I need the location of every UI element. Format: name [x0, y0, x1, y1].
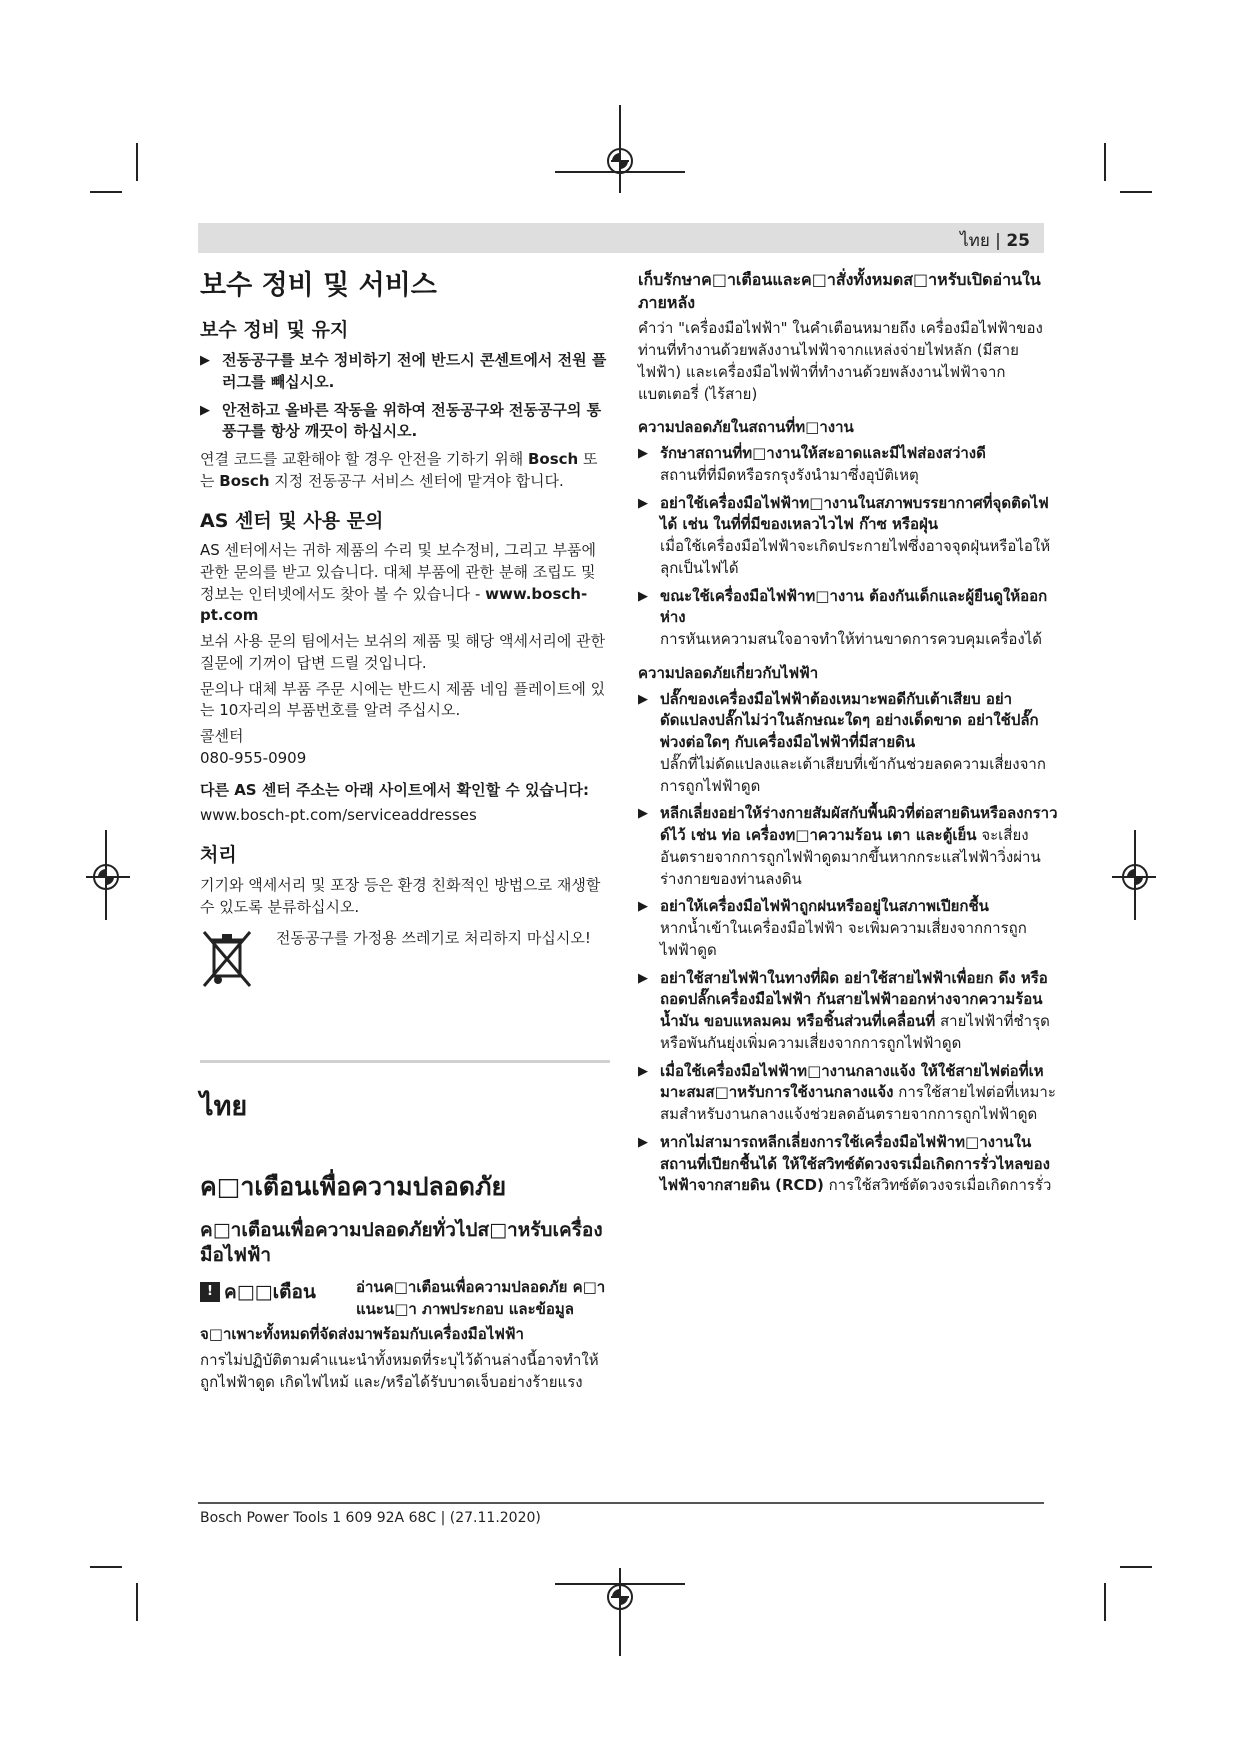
bullet-triangle-icon: ▶	[638, 1063, 648, 1079]
crop-mark	[619, 1568, 621, 1656]
bullet-triangle-icon: ▶	[638, 899, 648, 915]
bullet-item: ▶ หากไม่สามารถหลีกเลี่ยงการใช้เครื่องมือไฟฟ้าท□างานในสถานที่เปียกชื้นได้ ให้ใช้สวิทซ์ตัดวงจรเมื่อเกิดการรั่วไหลของไฟฟ้าจากสายดิน (RCD) การใช้สวิทซ์ตัดวงจรเมื่อเกิดการรั่ว	[638, 1132, 1058, 1197]
service-addresses-link[interactable]: www.bosch-pt.com/serviceaddresses	[200, 806, 477, 825]
registration-mark-icon	[93, 864, 119, 890]
left-column	[200, 268, 610, 1398]
divider	[200, 1060, 610, 1063]
bullet-triangle-icon: ▶	[638, 806, 648, 822]
crossed-bin-icon	[200, 928, 254, 990]
page-footer: Bosch Power Tools 1 609 92A 68C | (27.11.2020)	[200, 1510, 541, 1526]
warning-row	[200, 1277, 610, 1325]
electrical-safety-heading: ความปลอดภัยเกี่ยวกับไฟฟ้า	[638, 663, 819, 682]
bullet-triangle-icon: ▶	[638, 691, 648, 707]
footer-divider	[198, 1502, 1044, 1504]
crop-mark	[1120, 191, 1152, 193]
paragraph: 보쉬 사용 문의 팀에서는 보쉬의 제품 및 해당 액세서리에 관한 질문에 기꺼이 답변 드릴 것입니다.	[200, 632, 606, 672]
bullet-triangle-icon: ▶	[200, 402, 210, 418]
language-title: ไทย	[200, 1091, 248, 1123]
paragraph: AS 센터에서는 귀하 제품의 수리 및 보수정비, 그리고 부품에 관한 문의를 받고 있습니다. 대체 부품에 관한 분해 조립도 및 정보는 인터넷에서도 찾아 볼 수 있습니다 - www.bosch-pt.com	[200, 541, 596, 625]
warning-text: อ่านค□าเตือนเพื่อความปลอดภัย ค□าแนะน□า ภาพประกอบ และข้อมูล	[356, 1277, 606, 1318]
page-header-text: ไทย | 25	[960, 231, 1030, 251]
paragraph: คำว่า "เครื่องมือไฟฟ้า" ในคำเตือนหมายถึง เครื่องมือไฟฟ้าของท่านที่ทำงานด้วยพลังงานไฟฟ้าจากแหล่งจ่ายไฟหลัก (มีสายไฟฟ้า) และเครื่องมือไฟฟ้าที่ทำงานด้วยพลังงานไฟฟ้าจากแบตเตอรี่ (ไร้สาย)	[638, 319, 1043, 403]
crop-mark	[136, 143, 138, 181]
warning-label: ! ค□□เตือน	[200, 1277, 340, 1307]
bullet-item: ▶ เมื่อใช้เครื่องมือไฟฟ้าท□างานกลางแจ้ง ให้ใช้สายไฟต่อที่เหมาะสมส□าหรับการใช้งานกลางแจ้ง การใช้สายไฟต่อที่เหมาะสมสำหรับงานกลางแจ้งช่วยลดอันตรายจากการถูกไฟฟ้าดูด	[638, 1061, 1058, 1126]
warning-triangle-icon: !	[200, 1282, 220, 1302]
bullet-item: ▶ ขณะใช้เครื่องมือไฟฟ้าท□างาน ต้องกันเด็กและผู้ยืนดูให้ออกห่าง การหันเหความสนใจอาจทำให้ท่านขาดการควบคุมเครื่องได้	[638, 586, 1058, 651]
bullet-item: ▶ 안전하고 올바른 작동을 위하여 전동공구와 전동공구의 통풍구를 항상 깨끗이 하십시오.	[200, 400, 610, 444]
paragraph: 기기와 액세서리 및 포장 등은 환경 친화적인 방법으로 재생할 수 있도록 분류하십시오.	[200, 875, 601, 916]
bullet-item: ▶ ปลั๊กของเครื่องมือไฟฟ้าต้องเหมาะพอดีกับเต้าเสียบ อย่าดัดแปลงปลั๊กไม่ว่าในลักษณะใดๆ อย่างเด็ดขาด อย่าใช้ปลั๊กพ่วงต่อใดๆ กับเครื่องมือไฟฟ้าที่มีสายดิน ปลั๊กที่ไม่ดัดแปลงและเต้าเสียบที่เข้ากันช่วยลดความเสี่ยงจากการถูกไฟฟ้าดูด	[638, 689, 1058, 798]
paragraph: 연결 코드를 교환해야 할 경우 안전을 기하기 위해 Bosch 또는 Bosch 지정 전동공구 서비스 센터에 맡겨야 합니다.	[200, 450, 598, 490]
bullet-triangle-icon: ▶	[638, 495, 648, 511]
bullet-item: ▶ 전동공구를 보수 정비하기 전에 반드시 콘센트에서 전원 플러그를 빼십시오.	[200, 350, 610, 394]
right-column	[638, 268, 1058, 1203]
crop-mark	[136, 1583, 138, 1621]
bullet-triangle-icon: ▶	[638, 446, 648, 462]
heading-disposal: 처리	[200, 844, 237, 867]
crop-mark	[90, 1566, 122, 1568]
page-number: 25	[1006, 231, 1030, 251]
registration-mark-icon	[607, 148, 633, 174]
call-center-number: 080-955-0909	[200, 748, 307, 767]
call-center-label: 콜센터	[200, 727, 244, 746]
weee-notice	[200, 928, 610, 990]
general-safety-heading: ค□าเตือนเพื่อความปลอดภัยทั่วไปส□าหรับเครื่องมือไฟฟ้า	[200, 1218, 603, 1267]
crop-mark	[90, 191, 122, 193]
bullet-triangle-icon: ▶	[638, 588, 648, 604]
bullet-item: ▶ รักษาสถานที่ท□างานให้สะอาดและมีไฟส่องสว่างดี สถานที่ที่มืดหรือรกรุงรังนำมาซึ่งอุบัติเหตุ	[638, 443, 1058, 487]
heading-service-center: AS 센터 및 사용 문의	[200, 509, 384, 532]
heading-maintenance-care: 보수 정비 및 유지	[200, 319, 349, 342]
paragraph: การไม่ปฏิบัติตามคำแนะนำทั้งหมดที่ระบุไว้ด้านล่างนี้อาจทำให้ถูกไฟฟ้าดูด เกิดไฟไหม้ และ/หรือได้รับบาดเจ็บอย่างร้ายแรง	[200, 1351, 599, 1391]
bullet-triangle-icon: ▶	[200, 353, 210, 369]
bullet-triangle-icon: ▶	[638, 1134, 648, 1150]
crop-mark	[1104, 143, 1106, 181]
header-language: ไทย	[960, 231, 990, 251]
bullet-item: ▶ อย่าใช้สายไฟฟ้าในทางที่ผิด อย่าใช้สายไฟฟ้าเพื่อยก ดึง หรือถอดปลั๊กเครื่องมือไฟฟ้า กันสายไฟฟ้าออกห่างจากความร้อน น้ำมัน ขอบแหลมคม หรือชิ้นส่วนที่เคลื่อนที่ สายไฟฟ้าที่ชำรุดหรือพันกันยุ่งเพิ่มความเสี่ยงจากการถูกไฟฟ้าดูด	[638, 968, 1058, 1055]
website-link[interactable]: www.bosch-pt.com	[200, 584, 588, 625]
warning-text-continued: จ□าเพาะทั้งหมดที่จัดส่งมาพร้อมกับเครื่องมือไฟฟ้า	[200, 1325, 524, 1344]
section-title-maintenance: 보수 정비 및 서비스	[200, 270, 437, 301]
keep-instructions-heading: เก็บรักษาค□าเตือนและค□าสั่งทั้งหมดส□าหรับเปิดอ่านในภายหลัง	[638, 270, 1041, 313]
bullet-item: ▶ อย่าใช้เครื่องมือไฟฟ้าท□างานในสภาพบรรยากาศที่จุดติดไฟได้ เช่น ในที่ที่มีของเหลวไวไฟ ก๊าซ หรือฝุ่น เมื่อใช้เครื่องมือไฟฟ้าจะเกิดประกายไฟซึ่งอาจจุดฝุ่นหรือไอให้ลุกเป็นไฟได้	[638, 493, 1058, 580]
bullet-item: ▶ อย่าให้เครื่องมือไฟฟ้าถูกฝนหรืออยู่ในสภาพเปียกชื้น หากน้ำเข้าในเครื่องมือไฟฟ้า จะเพิ่มความเสี่ยงจากการถูกไฟฟ้าดูด	[638, 896, 1058, 961]
crop-mark	[1120, 1566, 1152, 1568]
paragraph: 문의나 대체 부품 주문 시에는 반드시 제품 네임 플레이트에 있는 10자리의 부품번호를 알려 주십시오.	[200, 679, 606, 720]
safety-title: ค□าเตือนเพื่อความปลอดภัย	[200, 1171, 507, 1201]
registration-mark-icon	[1122, 864, 1148, 890]
registration-mark-icon	[607, 1584, 633, 1610]
crop-mark	[1104, 1583, 1106, 1621]
weee-text: 전동공구를 가정용 쓰레기로 처리하지 마십시오!	[276, 929, 591, 948]
work-area-heading: ความปลอดภัยในสถานที่ท□างาน	[638, 418, 854, 437]
bullet-triangle-icon: ▶	[638, 970, 648, 986]
bullet-item: ▶ หลีกเลี่ยงอย่าให้ร่างกายสัมผัสกับพื้นผิวที่ต่อสายดินหรือลงกราวด์ไว้ เช่น ท่อ เครื่องท□าความร้อน เตา และตู้เย็น จะเสี่ยงอันตรายจากการถูกไฟฟ้าดูดมากขึ้นหากกระแสไฟฟ้าวิ่งผ่านร่างกายของท่านลงดิน	[638, 803, 1058, 890]
bold-note: 다른 AS 센터 주소는 아래 사이트에서 확인할 수 있습니다:	[200, 780, 589, 799]
page-header	[198, 223, 1044, 253]
